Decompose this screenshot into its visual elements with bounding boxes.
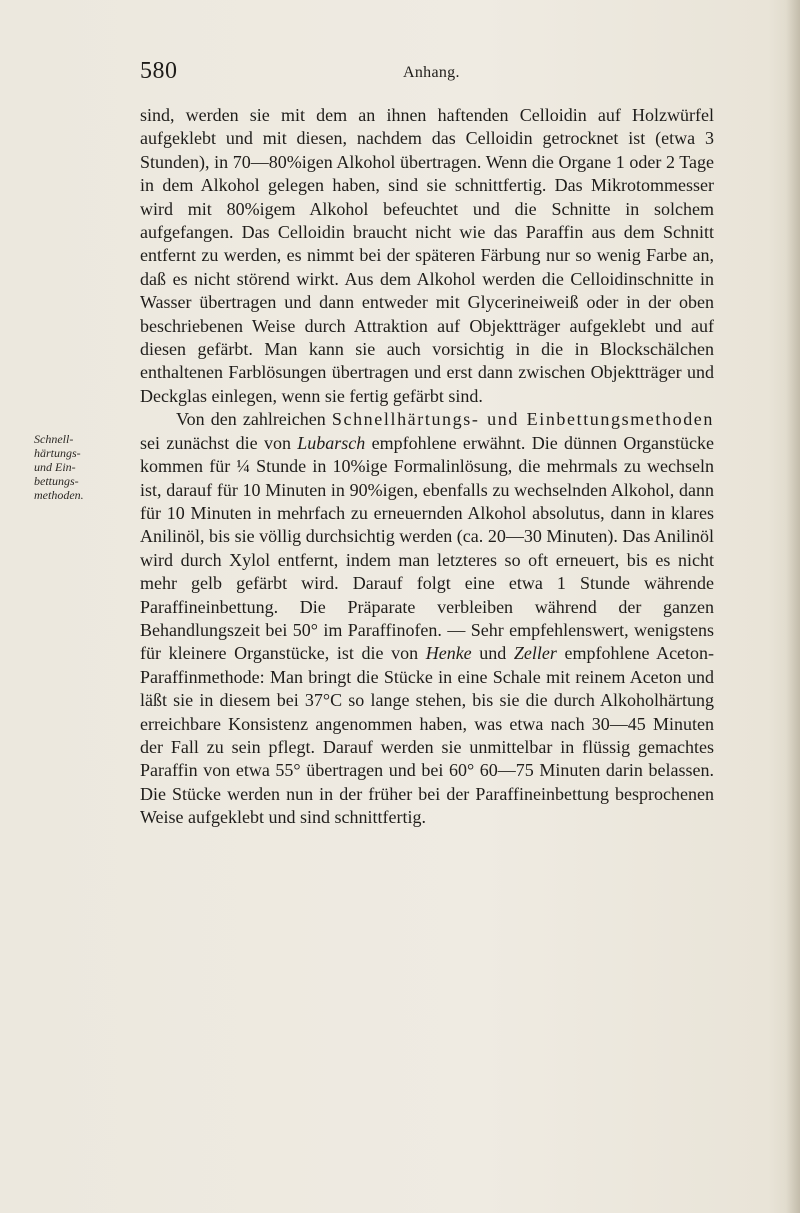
margin-note-line: methoden. [34,488,84,502]
running-head: Anhang. [403,64,460,81]
margin-note-line: härtungs- [34,446,81,460]
paragraph-celloidin: sind, werden sie mit dem an ihnen haftenden Celloidin auf Holzwürfel aufgeklebt und mit diesen, nachdem das Celloidin getrocknet ist (etwa 3 Stunden), in 70—80%igen Alkohol übertragen. Wenn die Organe 1 oder 2 Tage in dem Alkohol gelegen haben, sind sie schnittfertig. Das Mikrotommesser wird mit 80%igem Alkohol befeuchtet und die Schnitte in solchem aufgefangen. Das Celloidin braucht nicht wie das Paraffin aus dem Schnitt entfernt zu werden, es nimmt bei der späteren Färbung nur so wenig Farbe an, daß es nicht störend wirkt. Aus dem Alkohol werden die Celloidinschnitte in Wasser übertragen und dann entweder mit Glycerineiweiß oder in der oben beschriebenen Weise durch Attraktion auf Objektträger aufgeklebt und auf diesen gefärbt. Man kann sie auch vorsichtig in die in Blockschälchen enthaltenen Farblösungen übertragen und erst dann zwischen Objektträger und Deckglas einlegen, wenn sie fertig gefärbt sind. [140,105,714,406]
paragraph-intro: Von den zahlreichen [176,409,326,430]
paragraph-text: empfohlene Aceton-Paraffinmethode: Man bringt die Stücke in eine Schale mit reinem Aceton und läßt sie in diesem bei 37°C so lange stehen, bis sie die durch Alkoholhärtung erreichbare Konsistenz angenommen haben, was etwa nach 30—45 Minuten der Fall zu sein pflegt. Darauf werden sie unmittelbar in flüssig gemachtes Paraffin von etwa 55° übertragen und bei 60° 60—75 Minuten darin belassen. Die Stücke werden nun in der früher bei der Paraffineinbettung besprochenen Weise aufgeklebt und sind schnittfertig. [140,643,715,828]
spaced-term: Schnellhärtungs- und Einbettungsmethoden [331,409,714,430]
page-edge-shadow [786,0,800,1213]
page-number: 580 [140,58,178,84]
author-name: Lubarsch [297,432,366,453]
body-text [140,104,714,830]
paragraph-text: empfohlene erwähnt. Die dünnen Organstücke kommen für ¼ Stunde in 10%ige Formalinlösung, die mehrmals zu wechseln ist, darauf für 10 Minuten in 90%igen, ebenfalls zu wechselnden Alkohol, dann für 10 Minuten in mehrfach zu erneuernden Alkohol absolutus, dann in klares Anilinöl, bis sie völlig durchsichtig werden (ca. 20—30 Minuten). Das Anilinöl wird durch Xylol entfernt, indem man letzteres so oft erneuert, bis es nicht mehr gelb gefärbt wird. Darauf folgt eine etwa 1 Stunde währende Paraffineinbettung. Die Präparate verbleiben während der ganzen Behandlungszeit bei 50° im Paraffinofen. — Sehr empfehlenswert, wenigstens für kleinere Organstücke, ist die von [140,432,714,664]
margin-note-line: bettungs- [34,474,79,488]
page-header [140,58,700,88]
paragraph-text: sei zunächst die von [140,432,291,453]
paragraph-text: und [479,643,507,664]
margin-note-line: und Ein- [34,460,76,474]
margin-note [34,432,130,502]
margin-note-line: Schnell- [34,432,74,446]
author-name: Zeller [513,643,557,664]
author-name: Henke [425,643,472,664]
paragraph-schnellhaertung [140,408,714,829]
